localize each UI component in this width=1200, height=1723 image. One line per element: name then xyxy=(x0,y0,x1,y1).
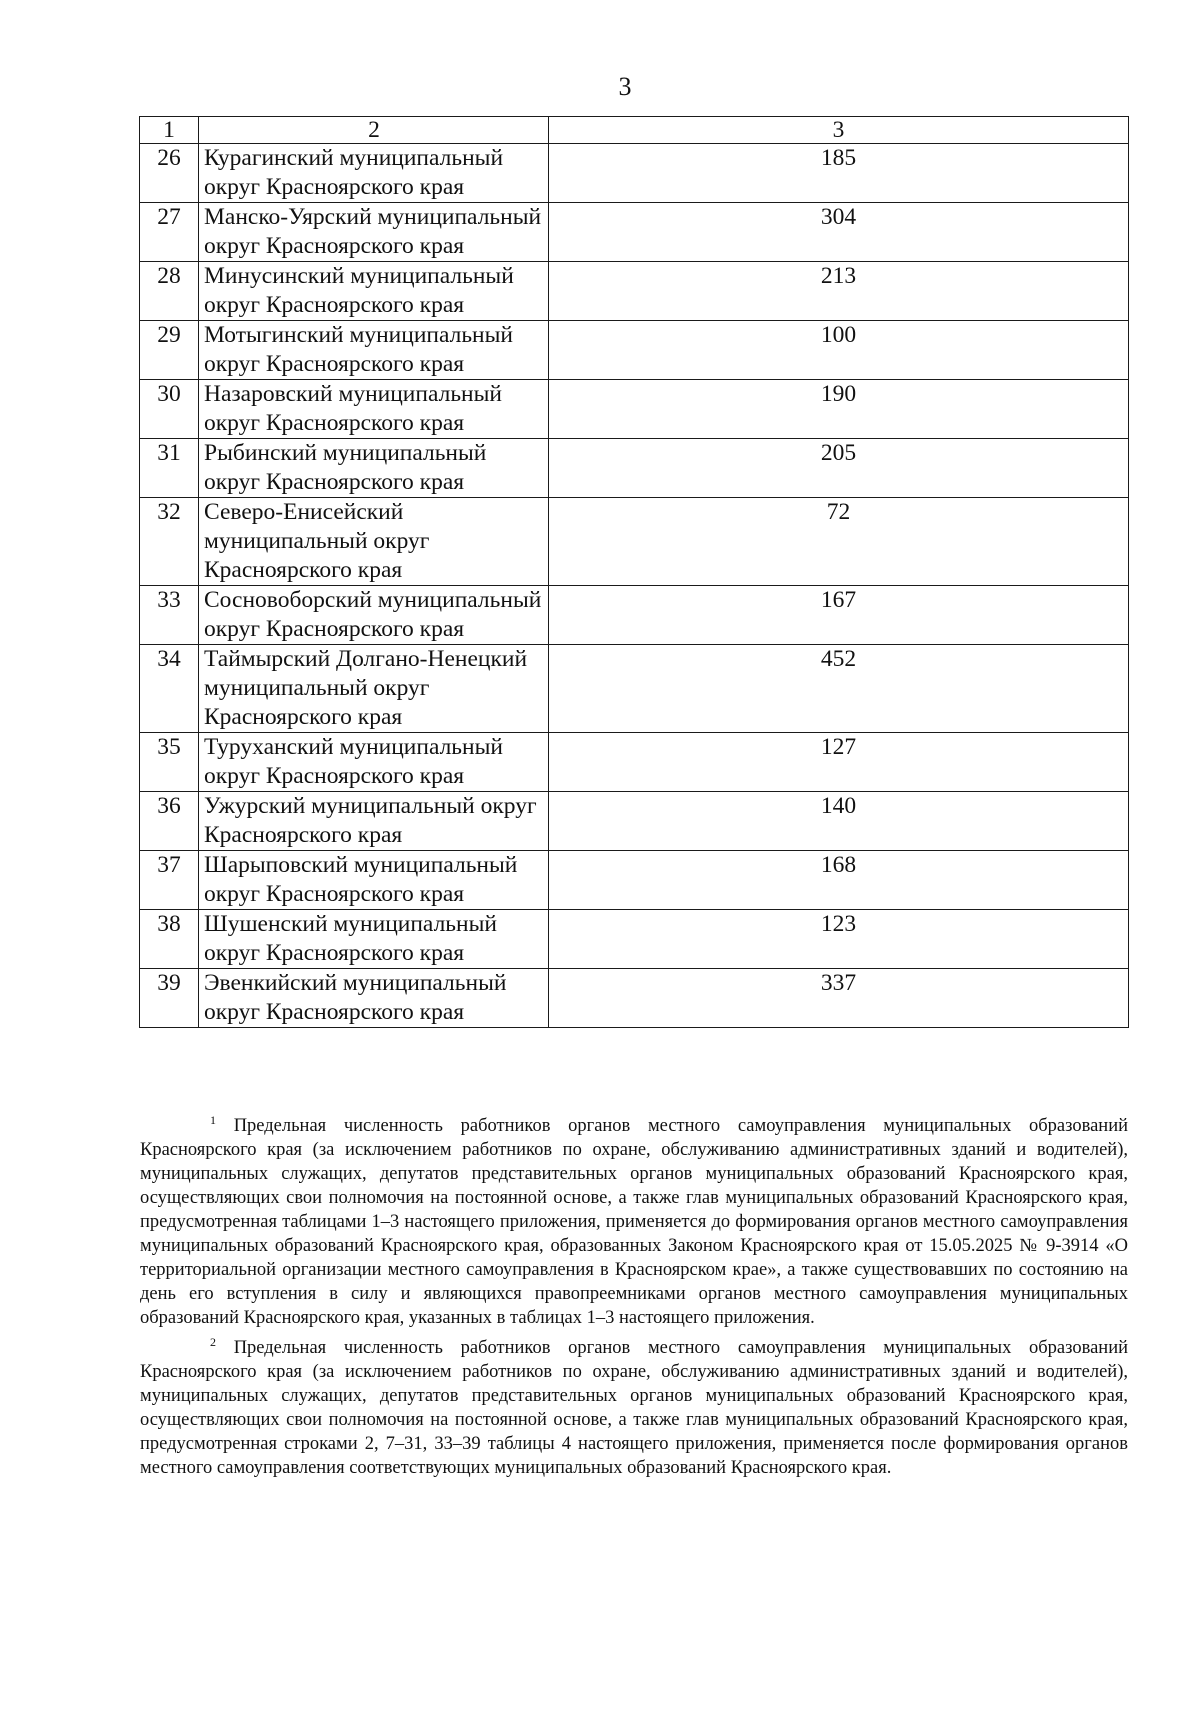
row-value: 337 xyxy=(549,969,1129,1028)
row-value: 123 xyxy=(549,910,1129,969)
footnote-mark: 1 xyxy=(210,1113,216,1127)
table-row xyxy=(140,498,1129,586)
row-municipality-name: Мотыгинский муниципальный округ Красноярского края xyxy=(199,321,549,380)
row-number: 39 xyxy=(140,969,199,1028)
row-municipality-name: Манско-Уярский муниципальный округ Красноярского края xyxy=(199,203,549,262)
row-number: 28 xyxy=(140,262,199,321)
row-value: 205 xyxy=(549,439,1129,498)
row-municipality-name: Таймырский Долгано-Ненецкий муниципальный округ Красноярского края xyxy=(199,645,549,733)
row-municipality-name: Сосновоборский муниципальный округ Красноярского края xyxy=(199,586,549,645)
row-number: 26 xyxy=(140,144,199,203)
header-col-3: 3 xyxy=(549,117,1129,144)
row-municipality-name: Северо-Енисейский муниципальный округ Красноярского края xyxy=(199,498,549,586)
table-row xyxy=(140,645,1129,733)
row-value: 452 xyxy=(549,645,1129,733)
row-number: 29 xyxy=(140,321,199,380)
row-value: 100 xyxy=(549,321,1129,380)
row-municipality-name: Курагинский муниципальный округ Красноярского края xyxy=(199,144,549,203)
footnote-1 xyxy=(140,1108,1128,1330)
table-row xyxy=(140,586,1129,645)
table-row xyxy=(140,733,1129,792)
table-row xyxy=(140,851,1129,910)
page-number: 3 xyxy=(618,72,632,101)
row-number: 33 xyxy=(140,586,199,645)
row-municipality-name: Шарыповский муниципальный округ Красноярского края xyxy=(199,851,549,910)
footnote-text: Предельная численность работников органов местного самоуправления муниципальных образований Красноярского края (за исключением работников по охране, обслуживанию административных зданий и водителей), муниципальных служащих, депутатов представительных органов муниципальных образований Красноярского края, осуществляющих свои полномочия на постоянной основе, а также глав муниципальных образований Красноярского края, предусмотренная таблицами 1–3 настоящего приложения, применяется до формирования органов местного самоуправления муниципальных образований Красноярского края, образованных Законом Красноярского края от 15.05.2025 № 9-3914 «О территориальной организации местного самоуправления в Красноярском крае», а также существовавших по состоянию на день его вступления в силу и являющихся правопреемниками органов местного самоуправления муниципальных образований Красноярского края, указанных в таблицах 1–3 настоящего приложения. xyxy=(140,1116,1128,1329)
row-municipality-name: Рыбинский муниципальный округ Красноярского края xyxy=(199,439,549,498)
row-number: 31 xyxy=(140,439,199,498)
row-value: 72 xyxy=(549,498,1129,586)
row-number: 34 xyxy=(140,645,199,733)
data-table xyxy=(139,116,1129,1028)
row-value: 190 xyxy=(549,380,1129,439)
table-row xyxy=(140,262,1129,321)
row-municipality-name: Эвенкийский муниципальный округ Красноярского края xyxy=(199,969,549,1028)
table-row xyxy=(140,969,1129,1028)
row-number: 30 xyxy=(140,380,199,439)
table-row xyxy=(140,321,1129,380)
table-row xyxy=(140,144,1129,203)
table-header-row xyxy=(140,117,1129,144)
row-number: 37 xyxy=(140,851,199,910)
table-row xyxy=(140,380,1129,439)
footnote-text: Предельная численность работников органов местного самоуправления муниципальных образований Красноярского края (за исключением работников по охране, обслуживанию административных зданий и водителей), муниципальных служащих, депутатов представительных органов муниципальных образований Красноярского края, осуществляющих свои полномочия на постоянной основе, а также глав муниципальных образований Красноярского края, предусмотренная строками 2, 7–31, 33–39 таблицы 4 настоящего приложения, применяется после формирования органов местного самоуправления соответствующих муниципальных образований Красноярского края. xyxy=(140,1338,1128,1479)
row-value: 304 xyxy=(549,203,1129,262)
row-number: 35 xyxy=(140,733,199,792)
row-value: 127 xyxy=(549,733,1129,792)
row-value: 168 xyxy=(549,851,1129,910)
row-value: 213 xyxy=(549,262,1129,321)
row-municipality-name: Шушенский муниципальный округ Красноярского края xyxy=(199,910,549,969)
table-row xyxy=(140,910,1129,969)
header-col-1: 1 xyxy=(140,117,199,144)
row-municipality-name: Минусинский муниципальный округ Красноярского края xyxy=(199,262,549,321)
table-row xyxy=(140,439,1129,498)
row-value: 185 xyxy=(549,144,1129,203)
row-municipality-name: Туруханский муниципальный округ Красноярского края xyxy=(199,733,549,792)
row-number: 27 xyxy=(140,203,199,262)
row-municipality-name: Назаровский муниципальный округ Красноярского края xyxy=(199,380,549,439)
table-row xyxy=(140,203,1129,262)
row-value: 167 xyxy=(549,586,1129,645)
table-row xyxy=(140,792,1129,851)
row-number: 38 xyxy=(140,910,199,969)
row-municipality-name: Ужурский муниципальный округ Красноярского края xyxy=(199,792,549,851)
footnote-mark: 2 xyxy=(210,1335,216,1350)
row-number: 36 xyxy=(140,792,199,851)
footnote-2 xyxy=(140,1330,1128,1480)
row-number: 32 xyxy=(140,498,199,586)
header-col-2: 2 xyxy=(199,117,549,144)
footnotes xyxy=(140,1108,1128,1480)
row-value: 140 xyxy=(549,792,1129,851)
